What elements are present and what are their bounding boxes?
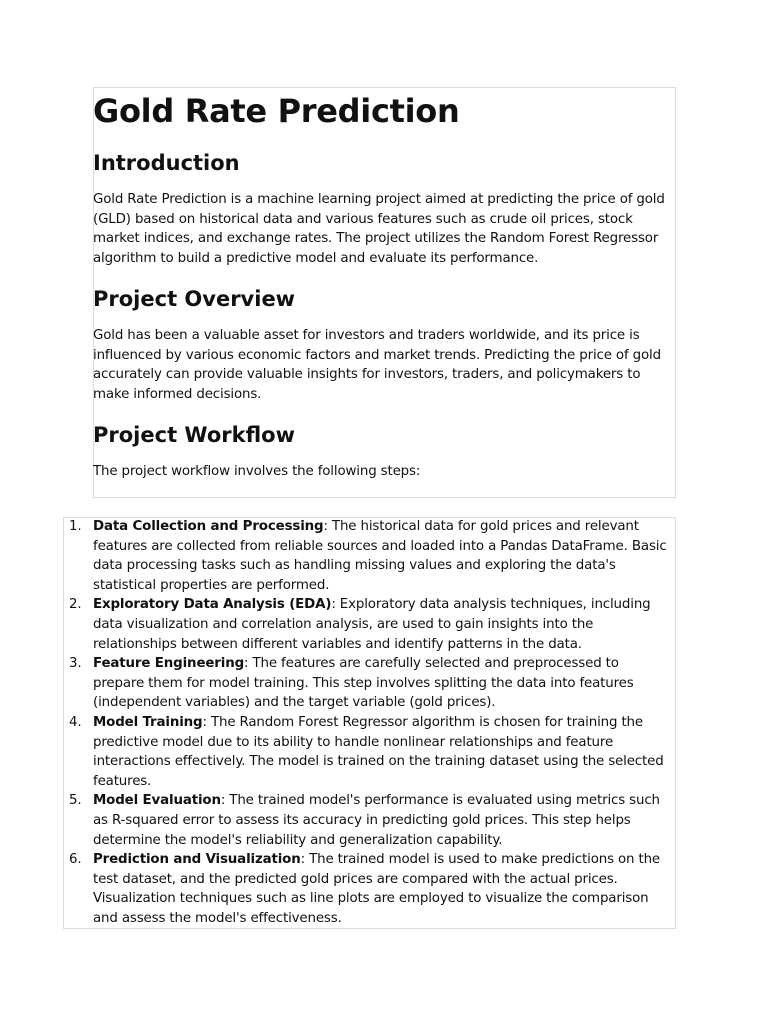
step-title: Prediction and Visualization	[93, 852, 301, 868]
step-title: Exploratory Data Analysis (EDA)	[93, 597, 332, 613]
step-description: : The trained model is used to make predictions on the test dataset, and the predicted gold prices are compared with the actual prices. Visualization techniques such as line plots are employed to visualize the comparison and assess the model's effectiveness.	[93, 852, 661, 926]
project-workflow-heading: Project Workflow	[93, 423, 295, 447]
step-number: 2.	[69, 597, 82, 613]
step-title: Feature Engineering	[93, 656, 245, 672]
project-workflow-paragraph: The project workflow involves the following steps:	[93, 464, 421, 479]
step-number: 4.	[69, 714, 82, 730]
introduction-paragraph: Gold Rate Prediction is a machine learning project aimed at predicting the price of gold (GLD) based on historical data and various features such as crude oil prices, stock market indices, and exchange rates. The project utilizes the Random Forest Regressor algorithm to build a predictive model and evaluate its performance.	[93, 192, 665, 266]
workflow-step	[63, 713, 673, 791]
step-description: : The historical data for gold prices and relevant features are collected from reliable sources and loaded into a Pandas DataFrame. Basic data processing tasks such as handling missing values and exploring the data's statistical properties are performed.	[93, 519, 667, 593]
step-description: : The trained model's performance is evaluated using metrics such as R-squared error to assess its accuracy in predicting gold prices. This step helps determine the model's reliability and generalization capability.	[93, 793, 660, 848]
workflow-step	[63, 850, 673, 928]
step-number: 5.	[69, 793, 82, 809]
step-title: Model Evaluation	[93, 793, 221, 809]
step-description: : The Random Forest Regressor algorithm is chosen for training the predictive model due to its ability to handle nonlinear relationships and feature interactions effectively. The model is trained on the training dataset using the selected features.	[93, 714, 664, 789]
workflow-step	[63, 791, 673, 850]
step-description: : The features are carefully selected and preprocessed to prepare them for model training. This step involves splitting the data into features (independent variables) and the target variable (gold prices).	[93, 656, 634, 711]
workflow-step	[63, 654, 673, 713]
workflow-step	[63, 595, 673, 654]
introduction-heading: Introduction	[93, 151, 240, 175]
document-header-section	[93, 87, 673, 482]
step-number: 3.	[69, 656, 82, 672]
step-number: 1.	[69, 519, 82, 534]
workflow-steps-list	[63, 517, 673, 928]
workflow-step	[63, 517, 673, 595]
page-title: Gold Rate Prediction	[93, 92, 460, 130]
step-title: Data Collection and Processing	[93, 519, 324, 534]
step-number: 6.	[69, 852, 82, 868]
project-overview-heading: Project Overview	[93, 287, 296, 311]
project-overview-paragraph: Gold has been a valuable asset for investors and traders worldwide, and its price is influenced by various economic factors and market trends. Predicting the price of gold accurately can provide valuable insights for investors, traders, and policymakers to make informed decisions.	[93, 328, 661, 402]
step-title: Model Training	[93, 714, 203, 730]
step-description: : Exploratory data analysis techniques, including data visualization and correlation analysis, are used to gain insights into the relationships between different variables and identify patterns in the data.	[93, 597, 651, 652]
